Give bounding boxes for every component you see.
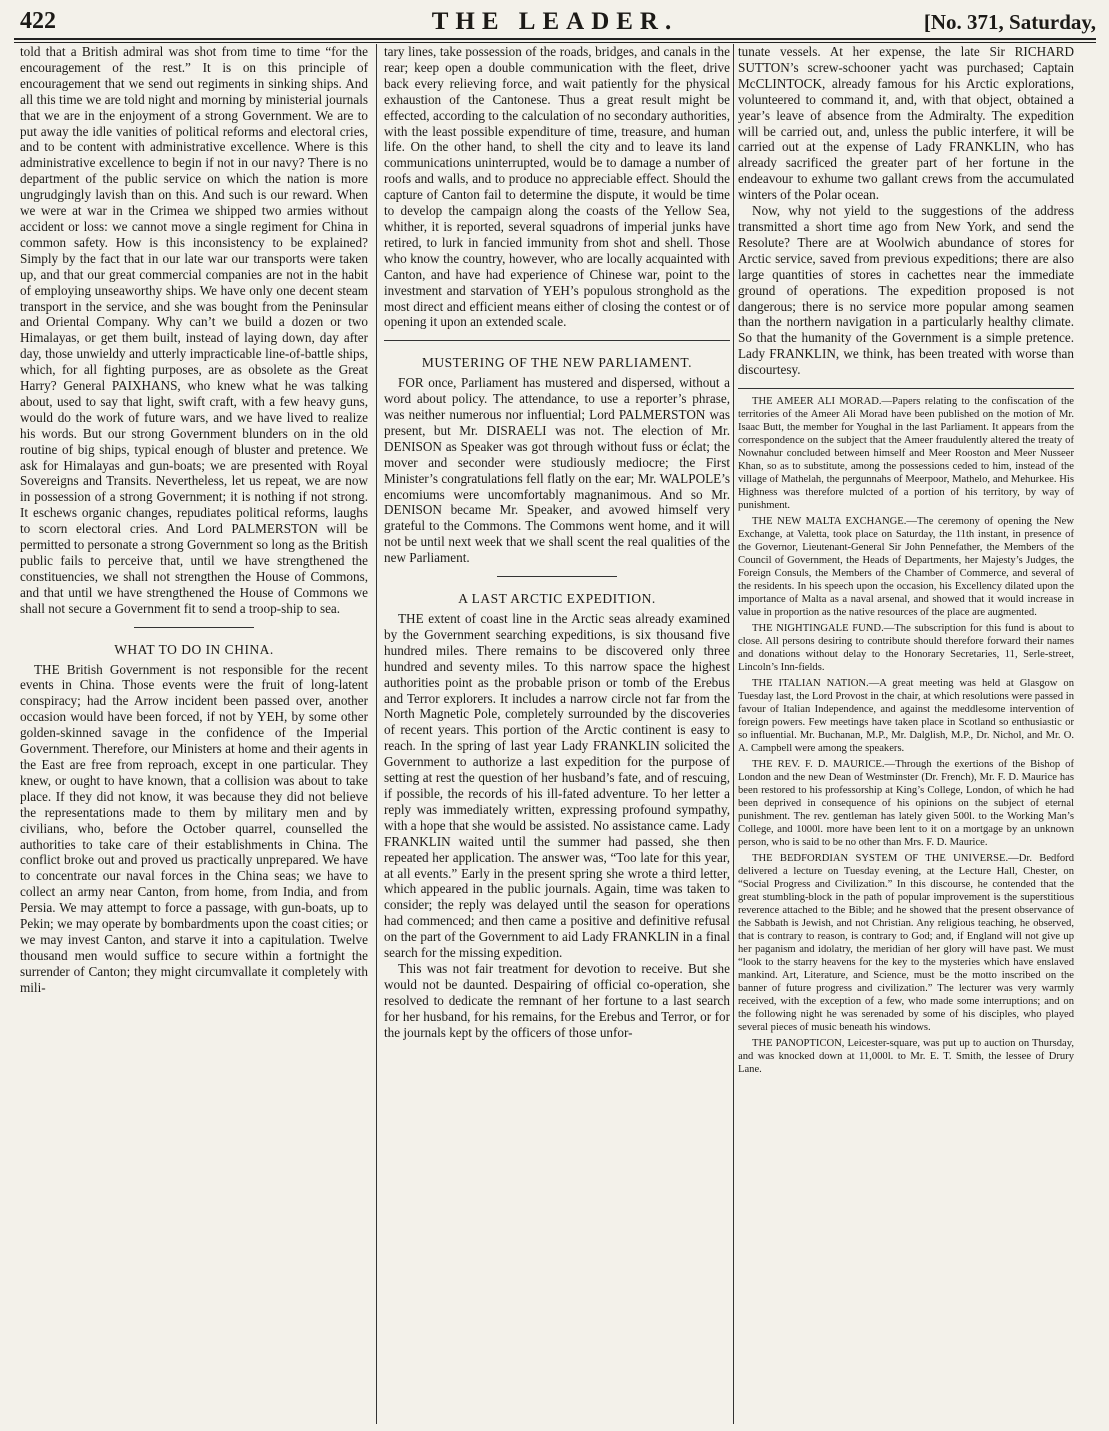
news-item: THE BEDFORDIAN SYSTEM OF THE UNIVERSE.—Dr. Bedford delivered a lecture on Tuesday evening, at the Lecture Hall, Chester, on “Social Progress and Civilization.” In this discourse, he contended that the great stumbling-block in the path of popular improvement is the superstitious reverence attached to the Bible; and he showed that the present observance of the Sabbath is Jewish, and not Christian. Any religious teaching, he observed, that is contrary to reason, is contrary to God; and, if England will not give up her paganism and idolatry, the meridian of her glory will have past. We must “look to the starry heavens for the key to the mysteries which have enslaved mankind. Art, Literature, and Science, must be the motto inscribed on the banner of future progress and civilization.” The lecturer was very warmly received, with the exception of a few, who made some interruptions; and on the following night he was serenaded by some of his disciples, who played several pieces of music beneath his windows. bbox=[738, 853, 1074, 1034]
masthead-rule bbox=[14, 38, 1096, 40]
news-item: THE NEW MALTA EXCHANGE.—The ceremony of opening the New Exchange, at Valetta, took place on Saturday, the 11th instant, in presence of the Governor, Lieutenant-General Sir John Pennefather, the Members of the Council of Government, the Heads of Departments, her Majesty’s Judges, the Foreign Consuls, the Members of the Chamber of Commerce, and several of the residents. In his speech upon the occasion, his Excellency dilated upon the importance of Malta as a naval arsenal, and showed that it would increase in value in proportion as the native resources of the place are augmented. bbox=[738, 516, 1074, 619]
section-divider bbox=[738, 388, 1074, 389]
article-paragraph: THE British Government is not responsible for the recent events in China. Those events were the fruit of long-latent conspiracy; had the Arrow incident been passed over, another occasion would have been forced, if not by YEH, by some other golden-skinned savage in the confidence of the Imperial Government. Therefore, our Ministers at home and their agents in the East are free from reproach, except in one particular. They knew, or ought to have known, that a collision was about to take place. If they did not know, it was because they did not believe the representations made to them by military men and by civilians, who, before the October quarrel, counselled the authorities to take care of their establishments in China. The conflict broke out and proved us practically unprepared. We have to concentrate our naval forces in the China seas; we have to collect an army near Canton, from home, from India, and from Persia. We may attempt to force a passage, with gun-boats, up to Pekin; we may operate by bombardments upon the coast cities; or we may invest Canton, and starve it into a capitulation. Twelve thousand men would suffice to secure within a fortnight the surrender of Canton; they might circumvallate it completely with mili- bbox=[20, 661, 368, 995]
news-notes bbox=[738, 395, 1074, 1076]
article-paragraph: Now, why not yield to the suggestions of the address transmitted a short time ago from New York, and send the Resolute? There are at Woolwich abundance of stores for Arctic service, saved from previous expeditions; there are also large quantities of stores in cachettes near the immediate ground of operations. The expedition proposed is not dangerous; there is no service more popular among seamen than the northern navigation in a particularly healthy climate. So that the humanity of the Government is a simple pretence. Lady FRANKLIN, we think, has been treated with worse than discourtesy. bbox=[738, 203, 1074, 378]
section-divider bbox=[134, 627, 254, 628]
article-paragraph: tunate vessels. At her expense, the late Sir RICHARD SUTTON’s screw-schooner yacht was purchased; Captain McCLINTOCK, already famous for his Arctic explorations, volunteered to command it, and, with that object, obtained a year’s leave of absence from the Admiralty. The expedition will be carried out, and, unless the public interfere, it will be carried out at the expense of Lady FRANKLIN, who has already sacrificed the greater part of her fortune in the endeavour to exhume two gallant crews from the accumulated winters of the Polar ocean. bbox=[738, 44, 1074, 203]
news-item: THE ITALIAN NATION.—A great meeting was held at Glasgow on Tuesday last, the Lord Provost in the chair, at which resolutions were passed in favour of Italian Independence, and against the meddlesome intervention of foreign powers. Few meetings have taken place in Scotland so enthusiastic or so influential. Mr. Buchanan, M.P., Mr. Dalglish, M.P., Dr. Nichol, and Mr. O. A. Campbell were among the speakers. bbox=[738, 678, 1074, 755]
section-divider bbox=[384, 340, 730, 341]
column-2 bbox=[384, 44, 730, 1424]
article-paragraph: FOR once, Parliament has mustered and dispersed, without a word about policy. The attendance, to use a reporter’s phrase, was neither numerous nor influential; Lord PALMERSTON was present, but Mr. DISRAELI was not. The election of Mr. DENISON as Speaker was got through without fuss or éclat; the mover and seconder were studiously mediocre; the First Minister’s congratulations fell flatly on the ear; Mr. WALPOLE’s encomiums were uncomfortably magnanimous. And so Mr. DENISON became Mr. Speaker, and avowed himself very grateful to the Commons. The Commons went home, and it will not be until next week that we shall scent the real qualities of the new Parliament. bbox=[384, 375, 730, 566]
article-heading: A LAST ARCTIC EXPEDITION. bbox=[458, 591, 656, 607]
page-number: 422 bbox=[20, 8, 56, 34]
article-paragraph: THE extent of coast line in the Arctic seas already examined by the Government searching expeditions, is six thousand five hundred miles. There remains to be discovered only three hundred and seventy miles. To this narrow space the highest authorities point as the probable prison or tomb of the Erebus and Terror explorers. It includes a narrow circle not far from the North Magnetic Pole, completely surrounded by the discoveries of recent years. This portion of the Arctic continent is easy to reach. In the spring of last year Lady FRANKLIN solicited the Government to authorize a last expedition for the purpose of setting at rest the question of her husband’s fate, and of rescuing, if possible, the records of his ill-fated adventure. To her letter a reply was immediately written, expressing profound sympathy, with a hope that she would be assisted. No assistance came. Lady FRANKLIN waited until the summer had passed, she then repeated her application. The answer was, “Too late for this year, at all events.” Early in the present spring she wrote a third letter, which appeared in the public journals. Again, time was taken to consider; the reply was delayed until the season for operations had commenced; and then came a positive and definitive refusal on the part of the Government to aid Lady FRANKLIN in a final search for the missing expedition. bbox=[384, 611, 730, 961]
column-divider bbox=[376, 44, 377, 1424]
article-paragraph: told that a British admiral was shot from time to time “for the encouragement of the rest.” It is on this principle of encouragement that we send out regiments in sinking ships. And all this time we are told night and morning by ministerial journals that we are in the enjoyment of a strong Government. We are to put away the idle vanities of political reforms and electoral cries, and to be content with administrative excellence. Where is this administrative excellence to begin if not in our navy? There is no department of the public service on which the nation is more ungrudgingly lavish than on this. And such is our reward. When we were at war in the Crimea we shipped two armies without accident or loss: we cannot move a single regiment for China in common safety. How is this inconsistency to be explained? Simply by the fact that in our late war our transports were taken up, and that our great commercial companies are not in the habit of employing unseaworthy ships. We have only one decent steam transport in the service, and she was bought from the Peninsular and Oriental Company. Why can’t we build a dozen or two Himalayas, or get them built, instead of laying down, day after day, those unwieldy and utterly impracticable line-of-battle ships, which, for all fighting purposes, are as obsolete as the Great Harry? General PAIXHANS, who knew what he was talking about, used to say that light, swift craft, with a few heavy guns, would do the work of future wars, and we have lived to realize his words. But our strong Government blunders on in the old routine of big ships, typical enough of bluster and pretence. We ask for Himalayas and gun-boats; we are presented with Royal Sovereigns and Transits. Nevertheless, let us repeat, we are now in possession of a strong Government; it is nothing if not strong. It eschews organic changes, repudiates political reforms, laughs to scorn electoral cries. And Lord PALMERSTON will be permitted to personate a strong Government so long as the British public fails to perceive that, until we have strengthened the constituencies, we shall not strengthen the House of Commons, and that until we have strengthened the House of Commons we shall not secure a Government fit to send a troop-ship to sea. bbox=[20, 44, 368, 616]
issue-info: [No. 371, Saturday, bbox=[923, 10, 1096, 34]
column-3 bbox=[738, 44, 1074, 1424]
article-heading: WHAT TO DO IN CHINA. bbox=[114, 641, 274, 657]
article-paragraph: tary lines, take possession of the roads, bridges, and canals in the rear; keep open a double communication with the fleet, drive back every relieving force, and wait patiently for the physical exhaustion of the Cantonese. Thus a great result might be effected, according to the calculation of no secondary authorities, with the least possible expenditure of time, treasure, and human life. On the other hand, to shell the city and to leave its land communications uninterrupted, would be to damage a number of roofs and walls, and to produce no appreciable effect. Should the capture of Canton fail to determine the dispute, it would be time to develop the campaign along the coasts of the Yellow Sea, whither, it is reported, several squadrons of imperial junks have retired, to lurk in fancied immunity from shot and shell. Those who know the country, however, who are locally acquainted with Canton, and have had experience of Chinese war, point to the investment and starvation of YEH’s populous stronghold as the most direct and efficient means either of closing the contest or of opening it upon an extended scale. bbox=[384, 44, 730, 330]
news-item: THE REV. F. D. MAURICE.—Through the exertions of the Bishop of London and the new Dean of Westminster (Dr. French), Mr. F. D. Maurice has been restored to his professorship at King’s College, London, of which he had been deprived in consequence of his opinions on the subject of eternal punishment. The rev. gentleman has lately given 500l. to the Working Man’s College, and 1000l. more have been lent to it on a mortgage by an unknown person, who is said to be no other than Mrs. F. D. Maurice. bbox=[738, 759, 1074, 849]
news-item: THE PANOPTICON, Leicester-square, was put up to auction on Thursday, and was knocked down at 11,000l. to Mr. E. T. Smith, the lessee of Drury Lane. bbox=[738, 1038, 1074, 1076]
masthead bbox=[14, 8, 1096, 38]
news-item: THE NIGHTINGALE FUND.—The subscription for this fund is about to close. All persons desiring to contribute should therefore forward their names and donations without delay to the Honorary Secretaries, 11, Serle-street, Lincoln’s Inn-fields. bbox=[738, 623, 1074, 674]
column-1 bbox=[20, 44, 368, 1424]
section-divider bbox=[497, 576, 617, 577]
column-divider bbox=[733, 44, 734, 1424]
news-item: THE AMEER ALI MORAD.—Papers relating to the confiscation of the territories of the Ameer Ali Morad have been published on the motion of Mr. Isaac Butt, the member for Youghal in the last Parliament. It appears from the correspondence on the subject that the Ameer fraudulently altered the treaty of Nownahur concluded between himself and Meer Rooston and Meer Nusseer Khan, so as to substitute, among the possessions ceded to him, instead of the village of Mathelah, the pergunnahs of Meerpoor, Mathelo, and Mehurkee. His Highness was therefore mulcted of a portion of his territory, by way of punishment. bbox=[738, 396, 1074, 512]
article-paragraph: This was not fair treatment for devotion to receive. But she would not be daunted. Despairing of official co-operation, she resolved to dedicate the remnant of her fortune to a last search for her husband, for his remains, for the Erebus and Terror, or for the journals kept by the officers of those unfor- bbox=[384, 960, 730, 1040]
article-heading: MUSTERING OF THE NEW PARLIAMENT. bbox=[421, 355, 693, 371]
page-title: THE LEADER. bbox=[431, 8, 679, 35]
masthead-rule-thin bbox=[14, 42, 1096, 43]
